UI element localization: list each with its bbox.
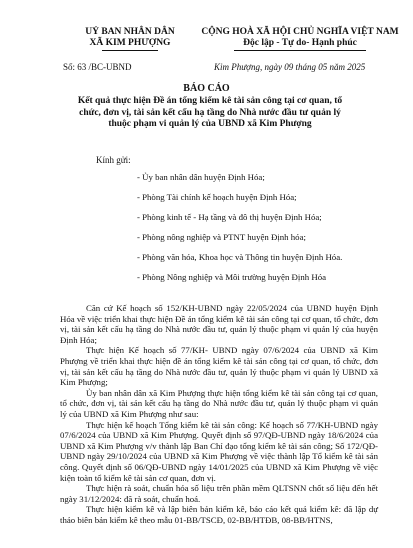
document-number: Số: 63 /BC-UBND	[63, 62, 132, 72]
report-body	[60, 303, 378, 525]
place-date: Kim Phượng, ngày 09 tháng 05 năm 2025	[214, 62, 366, 72]
recipient-item: - Phòng kinh tế - Hạ tầng và đô thị huyện Định Hóa;	[137, 212, 322, 222]
agency-underline	[102, 50, 158, 51]
recipient-item: - Phòng Tài chính kế hoạch huyện Định Hóa;	[137, 192, 297, 202]
document-subtitle: Kết quả thực hiện Đề án tổng kiểm kê tài sản công tại cơ quan, tổ chức, đơn vị, tài sản kết cấu hạ tầng do Nhà nước đầu tư quản lý thuộc phạm vi quản lý của UBND xã Kim Phượng	[77, 96, 343, 129]
recipient-item: - Phòng Nông nghiệp và Môi trường huyện Định Hóa	[137, 272, 327, 282]
agency-line-2: XÃ KIM PHƯỢNG	[89, 38, 171, 48]
body-paragraph: Thực hiện Kế hoạch số 77/KH- UBND ngày 07/6/2024 của UBND xã Kim Phượng về triển khai thực hiện đề án tổng kiểm kê tài sản công tại cơ quan, tổ chức, đơn vị, tài sản kết cấu hạ tầng do Nhà nước đầu tư, quản lý thuộc phạm vi quản lý UBND xã Kim Phượng;	[60, 345, 378, 388]
agency-line-1: UỶ BAN NHÂN DÂN	[85, 27, 175, 37]
motto-underline	[234, 50, 366, 51]
greeting: Kính gửi:	[96, 155, 131, 165]
document-title: BÁO CÁO	[183, 83, 230, 94]
nation-line-2: Độc lập - Tự do- Hạnh phúc	[243, 38, 357, 48]
body-paragraph: Thực hiện kế hoạch Tổng kiểm kê tài sản công: Kế hoạch số 77/KH-UBND ngày 07/6/2024 của UBND xã Kim Phượng. Quyết định số 97/QĐ-UBND ngày 18/6/2024 của UBND xã Kim Phượng v/v thành lập Ban Chỉ đạo tổng kiểm kê tài sản công; Số 172/QĐ-UBND ngày 29/10/2024 của UBND xã Kim Phượng về việc thành lập Tổ kiểm kê tài sản công. Quyết định số 06/QĐ-UBND ngày 14/01/2025 của UBND xã Kim Phượng về việc kiện toàn tổ kiểm kê tài sản cơ quan, đơn vị.	[60, 419, 378, 483]
recipient-item: - Phòng nông nghiệp và PTNT huyện Định hóa;	[137, 232, 306, 242]
nation-header	[200, 27, 400, 51]
recipient-item: - Phòng văn hóa, Khoa học và Thông tin huyện Định Hóa.	[137, 252, 343, 262]
nation-line-1: CỘNG HOÀ XÃ HỘI CHỦ NGHĨA VIỆT NAM	[201, 27, 399, 37]
body-paragraph: Thực hiện rà soát, chuẩn hóa số liệu trên phần mềm QLTSNN chốt số liệu đến hết ngày 31/12/2024: đã rà soát, chuẩn hoá.	[60, 483, 378, 504]
agency-header	[60, 27, 200, 51]
body-paragraph: Căn cứ Kế hoạch số 152/KH-UBND ngày 22/05/2024 của UBND huyện Định Hóa về việc triển khai thực hiện Đề án tổng kiểm kê tài sản công tại cơ quan, tổ chức, đơn vị, tài sản kết cấu hạ tầng do Nhà nước đầu tư, quản lý thuộc phạm vi quản lý của huyện Định Hóa;	[60, 303, 378, 345]
body-paragraph: Thực hiện kiểm kê và lập biên bản kiểm kê, báo cáo kết quả kiểm kê: đã lập dự thảo biên bản kiểm kê theo mẫu 01-BB/TSCĐ, 02-BB/HTĐB, 08-BB/HTNS,	[60, 504, 378, 525]
body-paragraph: Ủy ban nhân dân xã Kim Phượng thực hiện tổng kiểm kê tài sản công tại cơ quan, tổ chức, đơn vị, tài sản kết cấu hạ tầng do Nhà nước đầu tư, quản lý thuộc phạm vi quản lý của UBND xã Kim Phượng như sau:	[60, 387, 378, 419]
recipient-list	[137, 167, 342, 287]
recipient-item: - Ủy ban nhân dân huyện Định Hóa;	[137, 172, 265, 182]
